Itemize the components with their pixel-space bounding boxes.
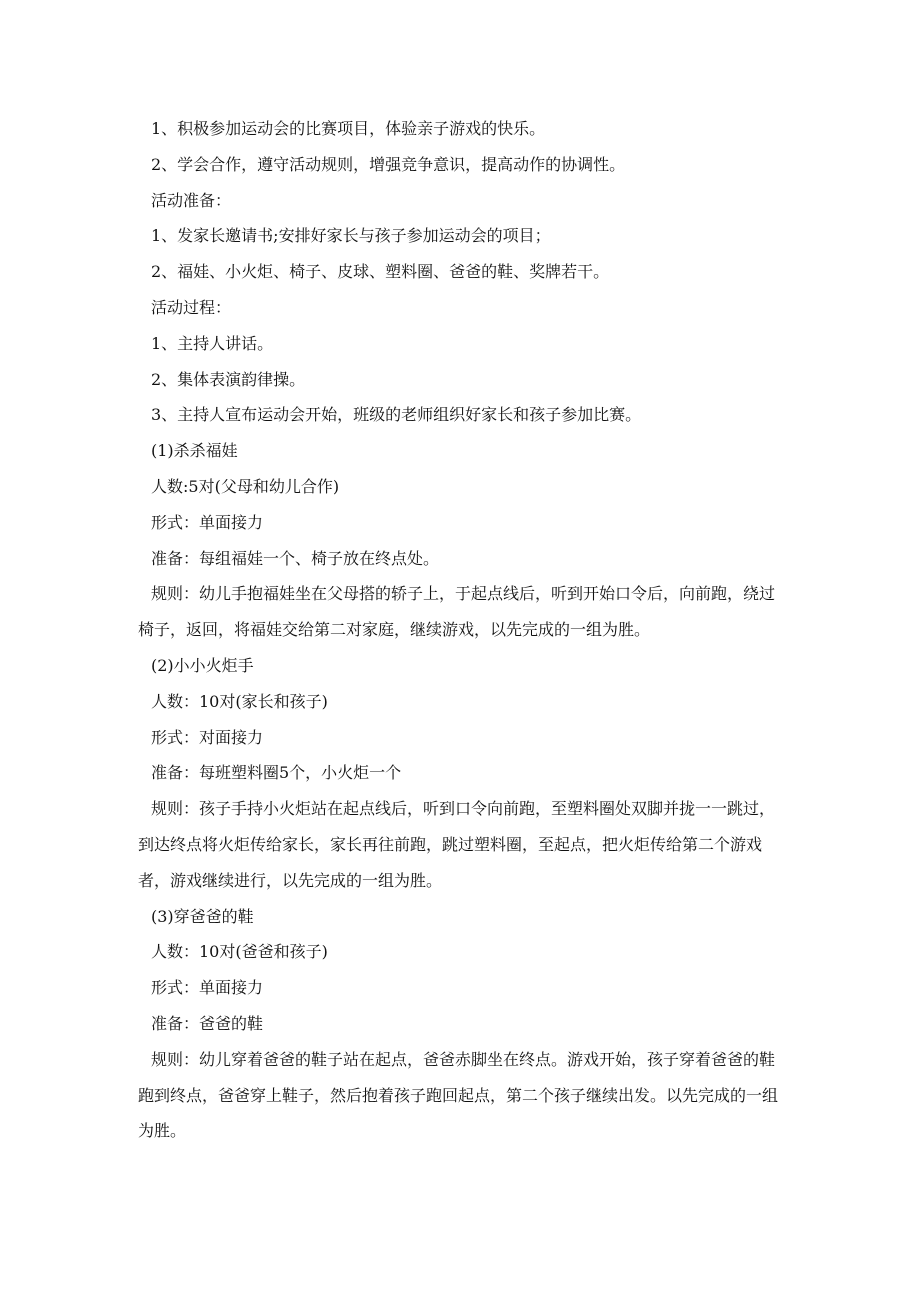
section-heading-process: 活动过程： bbox=[151, 297, 232, 317]
process-3: 3、主持人宣布运动会开始，班级的老师组织好家长和孩子参加比赛。 bbox=[151, 405, 642, 425]
game-1-preparation: 准备：每组福娃一个、椅子放在终点处。 bbox=[151, 548, 440, 568]
preparation-2: 2、福娃、小火炬、椅子、皮球、塑料圈、爸爸的鞋、奖牌若干。 bbox=[151, 262, 610, 282]
game-2-preparation: 准备：每班塑料圈5个，小火炬一个 bbox=[151, 763, 402, 783]
process-1: 1、主持人讲话。 bbox=[151, 333, 274, 353]
game-2-title: (2)小小火炬手 bbox=[151, 655, 254, 675]
section-heading-preparation: 活动准备： bbox=[151, 190, 232, 210]
game-2-format: 形式：对面接力 bbox=[151, 727, 264, 747]
game-1-rules: 规则：幼儿手抱福娃坐在父母搭的轿子上，于起点线后，听到开始口令后，向前跑，绕过椅子，返回，将福娃交给第二对家庭，继续游戏，以先完成的一组为胜。 bbox=[138, 584, 776, 640]
goal-2: 2、学会合作，遵守活动规则，增强竞争意识，提高动作的协调性。 bbox=[151, 154, 626, 174]
process-2: 2、集体表演韵律操。 bbox=[151, 369, 306, 389]
game-3-players: 人数：10对(爸爸和孩子) bbox=[151, 942, 328, 962]
game-3-format: 形式：单面接力 bbox=[151, 978, 264, 998]
game-2-rules: 规则：孩子手持小火炬站在起点线后，听到口令向前跑，至塑料圈处双脚并拢一一跳过，到达终点将火炬传给家长，家长再往前跑，跳过塑料圈，至起点，把火炬传给第二个游戏者，游戏继续进行，以先完成的一组为胜。 bbox=[138, 799, 776, 890]
document-body bbox=[138, 111, 788, 1149]
game-1-format: 形式：单面接力 bbox=[151, 512, 264, 532]
game-3-preparation: 准备：爸爸的鞋 bbox=[151, 1013, 264, 1033]
game-1-title: (1)杀杀福娃 bbox=[151, 441, 238, 461]
preparation-1: 1、发家长邀请书;安排好家长与孩子参加运动会的项目； bbox=[151, 226, 551, 246]
game-3-title: (3)穿爸爸的鞋 bbox=[151, 906, 254, 926]
game-3-rules: 规则：幼儿穿着爸爸的鞋子站在起点，爸爸赤脚坐在终点。游戏开始，孩子穿着爸爸的鞋跑到终点，爸爸穿上鞋子，然后抱着孩子跑回起点，第二个孩子继续出发。以先完成的一组为胜。 bbox=[138, 1049, 779, 1141]
goal-1: 1、积极参加运动会的比赛项目，体验亲子游戏的快乐。 bbox=[151, 119, 546, 138]
game-2-players: 人数：10对(家长和孩子) bbox=[151, 691, 328, 711]
game-1-players: 人数:5对(父母和幼儿合作) bbox=[151, 476, 340, 496]
